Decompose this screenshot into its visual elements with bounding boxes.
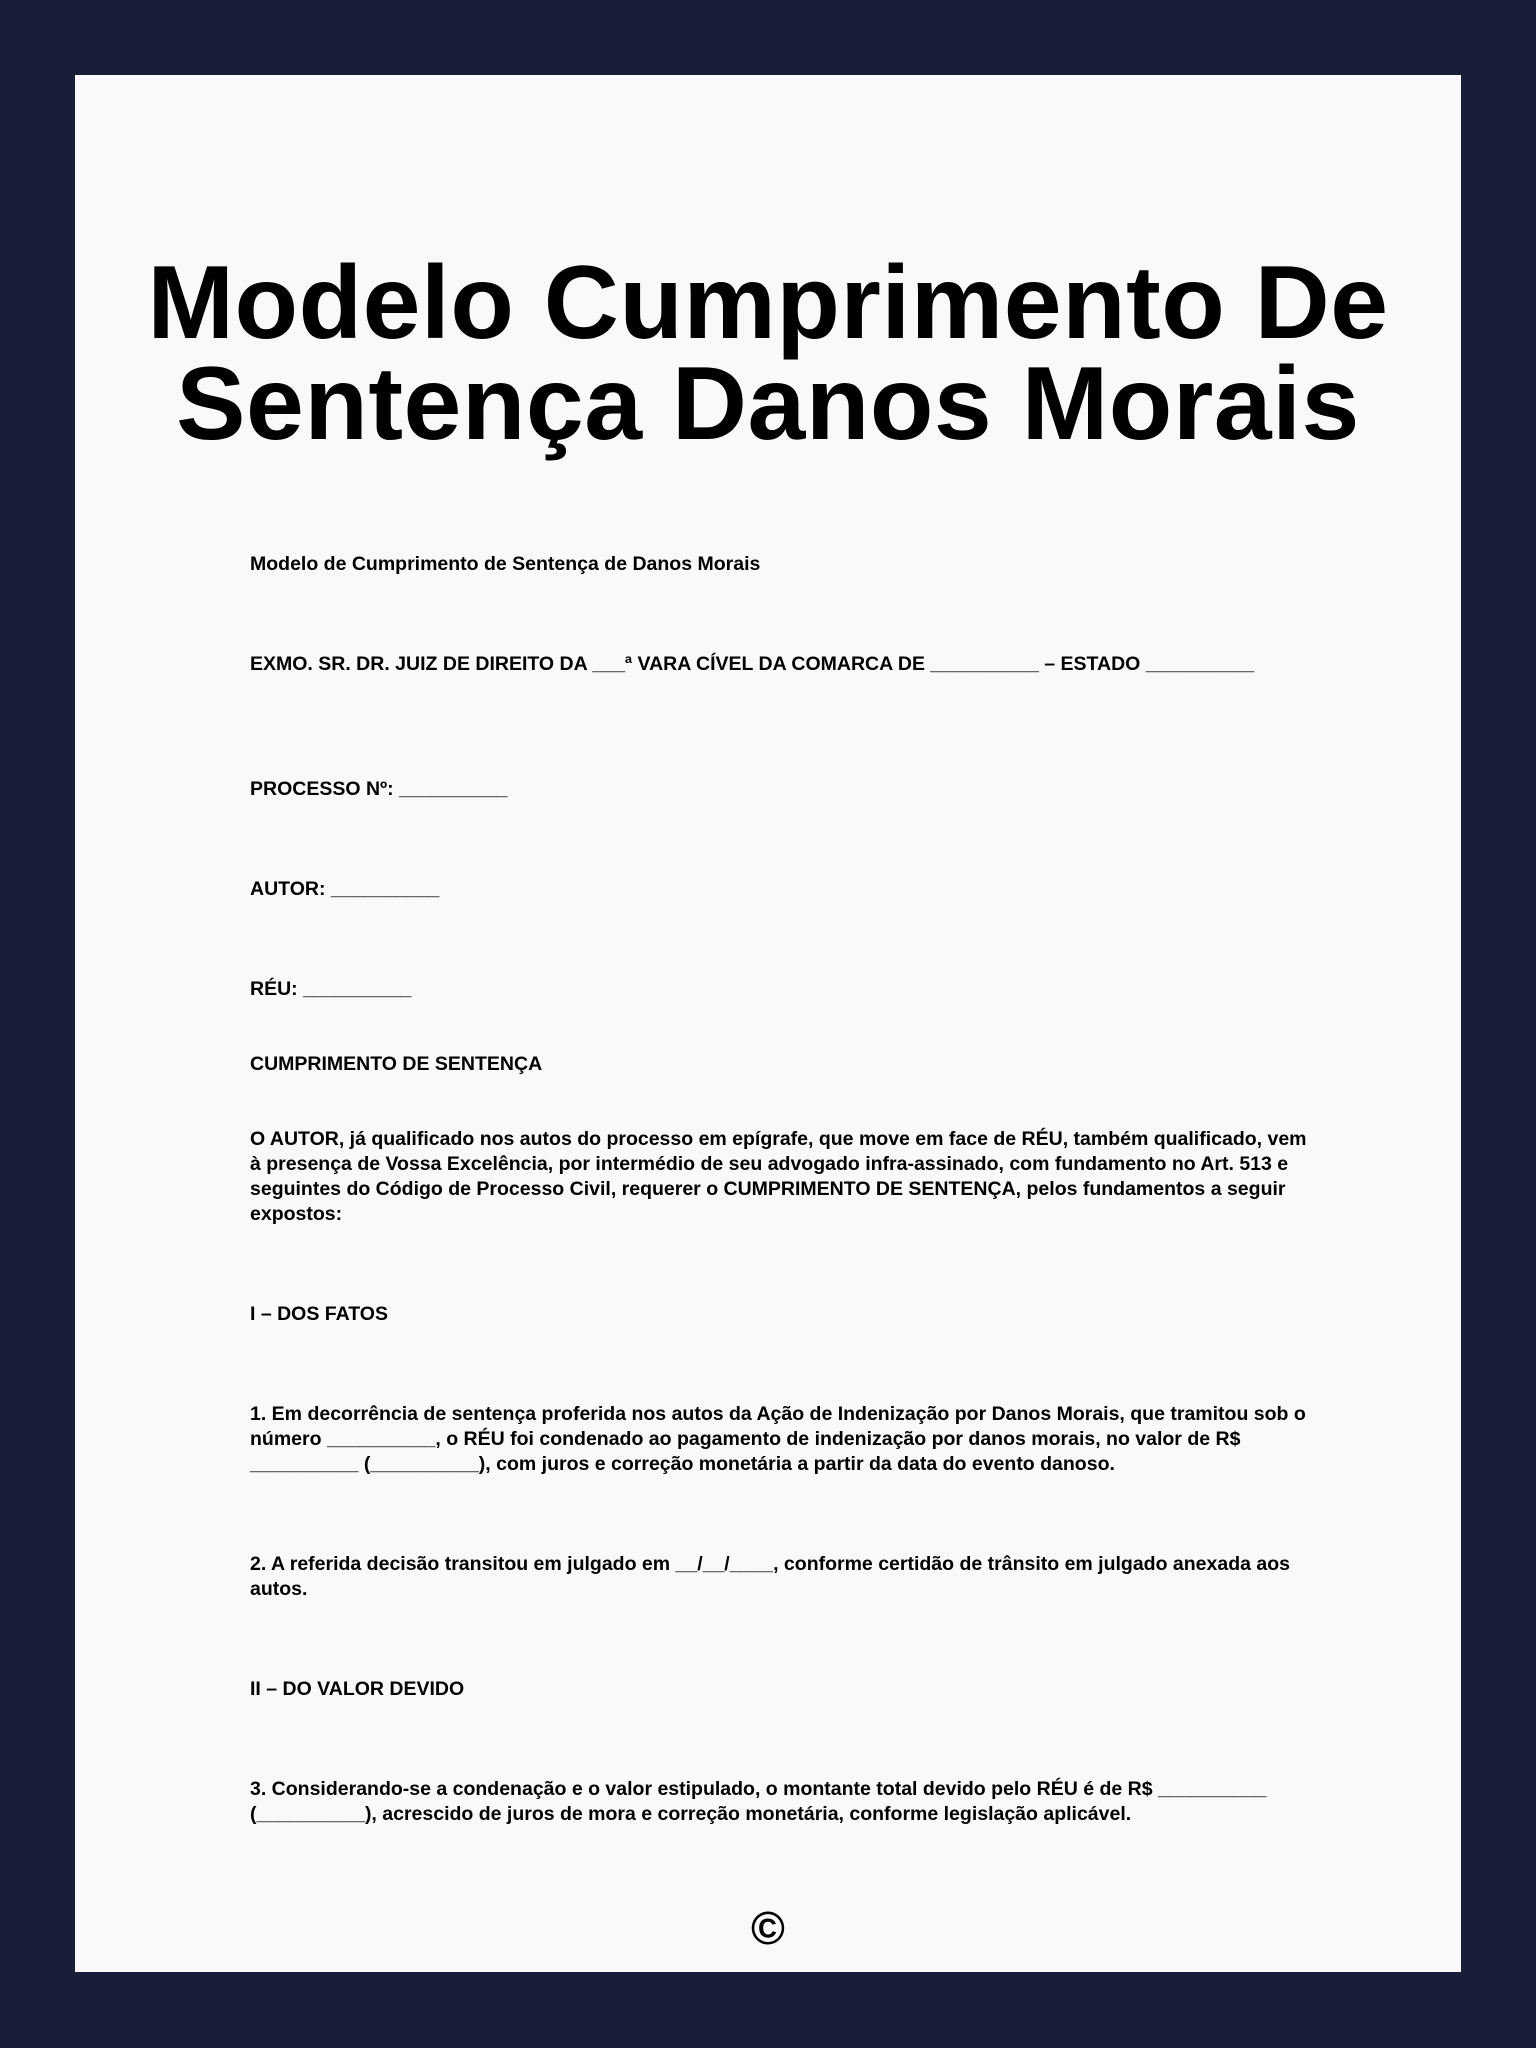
amount-heading: II – DO VALOR DEVIDO	[250, 1678, 465, 1700]
facts-heading: I – DOS FATOS	[250, 1303, 388, 1325]
paragraph-2: 2. A referida decisão transitou em julgado em __/__/____, conforme certidão de trânsito em julgado anexada aos autos.	[250, 1553, 1296, 1600]
author-block	[250, 877, 1310, 902]
document-subtitle: Modelo de Cumprimento de Sentença de Danos Morais	[250, 553, 761, 575]
paragraph-3-block	[250, 1777, 1310, 1827]
defendant-field: RÉU: __________	[250, 978, 412, 1000]
paragraph-3: 3. Considerando-se a condenação e o valor estipulado, o montante total devido pelo RÉU é de R$ __________ (__________), acrescido de juros de mora e correção monetária, conforme legislação aplicável.	[250, 1778, 1272, 1825]
paragraph-1: 1. Em decorrência de sentença proferida nos autos da Ação de Indenização por Danos Morais, que tramitou sob o número __________, o RÉU foi condenado ao pagamento de indenização por danos morais, no valor de R$ __________ (__________), com juros e correção monetária a partir da data do evento danoso.	[250, 1403, 1312, 1475]
court-address-block	[250, 652, 1310, 677]
copyright-icon: ©	[751, 1902, 785, 1954]
process-number-block	[250, 777, 1310, 802]
amount-heading-block	[250, 1677, 1310, 1702]
document-page	[75, 75, 1461, 1972]
document-subtitle-block	[250, 552, 1310, 577]
title-line-1: Modelo Cumprimento De	[147, 245, 1389, 361]
title-line-2: Sentença Danos Morais	[176, 346, 1360, 462]
section-heading: CUMPRIMENTO DE SENTENÇA	[250, 1053, 543, 1075]
author-field: AUTOR: __________	[250, 878, 440, 900]
intro-paragraph-block	[250, 1127, 1310, 1227]
document-title	[75, 245, 1461, 462]
defendant-block	[250, 977, 1310, 1002]
section-heading-block	[250, 1052, 1310, 1077]
process-number: PROCESSO Nº: __________	[250, 778, 508, 800]
paragraph-2-block	[250, 1552, 1310, 1602]
court-address: EXMO. SR. DR. JUIZ DE DIREITO DA ___ª VARA CÍVEL DA COMARCA DE __________ – ESTADO __________	[250, 653, 1255, 675]
intro-paragraph: O AUTOR, já qualificado nos autos do processo em epígrafe, que move em face de RÉU, também qualificado, vem à presença de Vossa Excelência, por intermédio de seu advogado infra-assinado, com fundamento no Art. 513 e seguintes do Código de Processo Civil, requerer o CUMPRIMENTO DE SENTENÇA, pelos fundamentos a seguir expostos:	[250, 1128, 1312, 1225]
paragraph-1-block	[250, 1402, 1310, 1477]
facts-heading-block	[250, 1302, 1310, 1327]
